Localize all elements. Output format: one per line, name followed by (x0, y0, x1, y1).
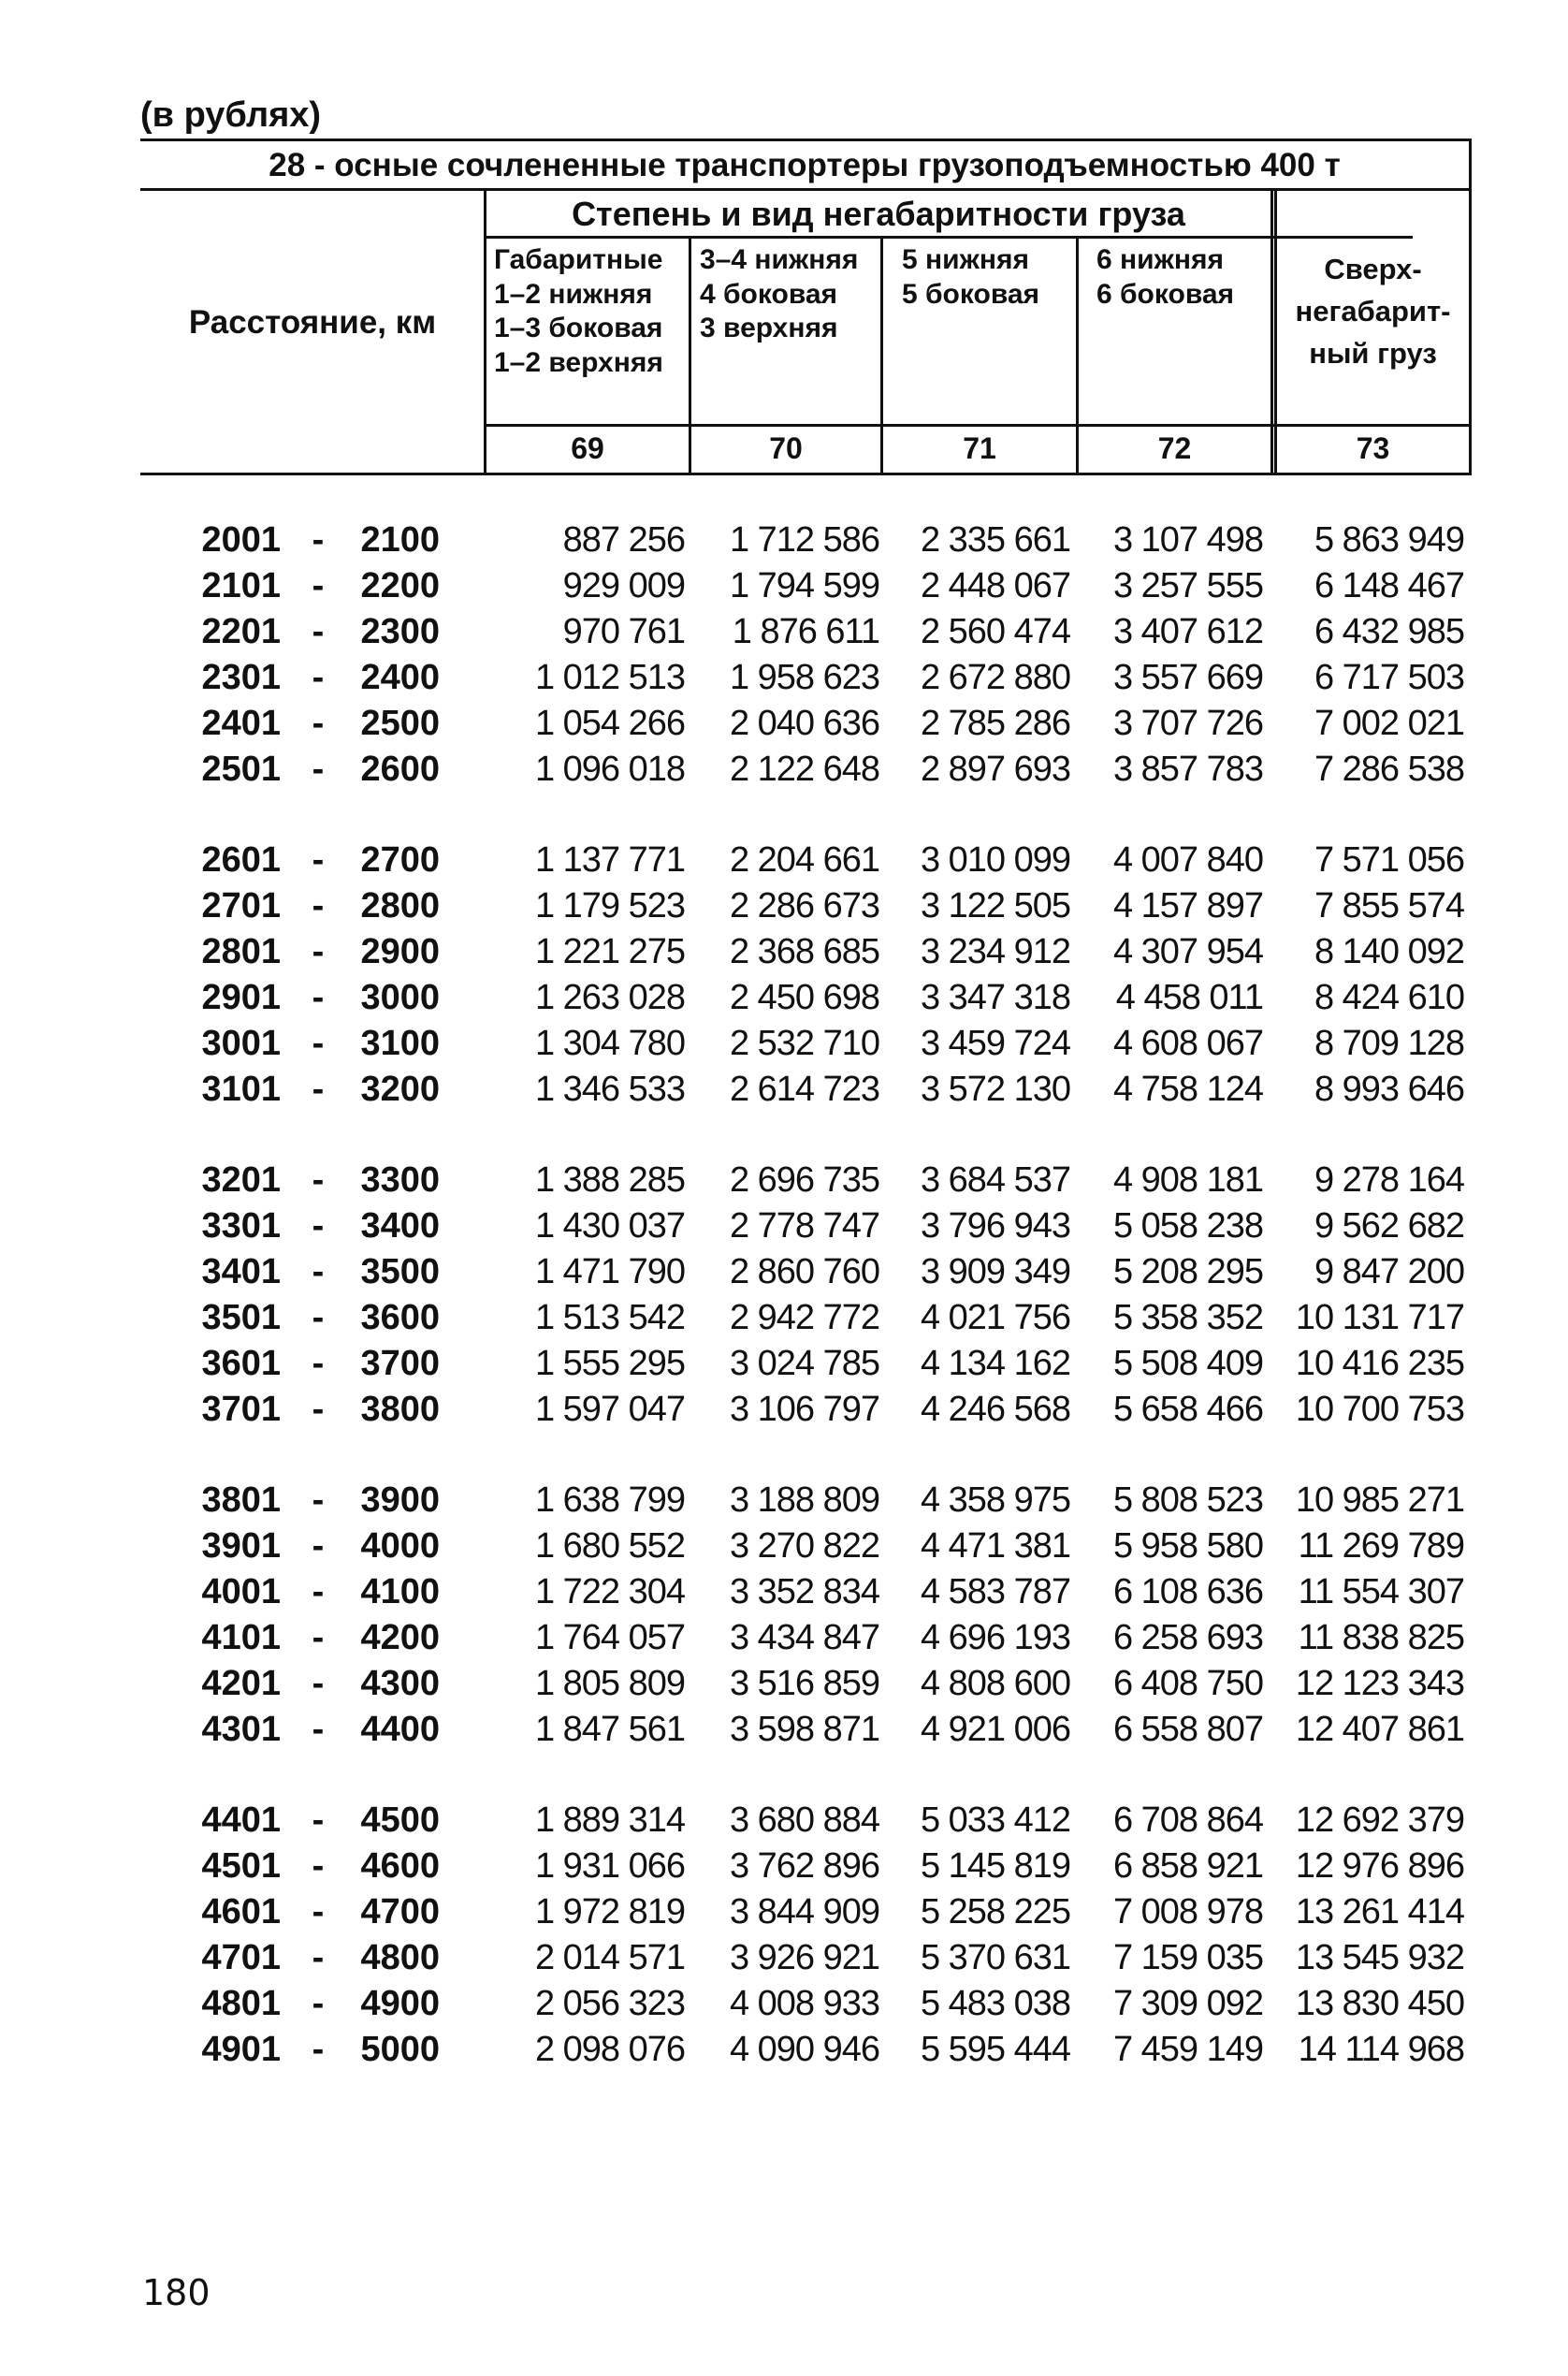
tariff-value: 5 958 580 (1112, 1526, 1263, 1566)
distance-to: 2800 (360, 886, 440, 926)
distance-dash: - (312, 1252, 325, 1291)
tariff-value: 2 448 067 (920, 566, 1070, 605)
tariff-value: 3 434 847 (729, 1618, 879, 1657)
table-row (0, 609, 1568, 655)
tariff-value: 4 583 787 (920, 1572, 1070, 1611)
distance-from: 4201 (201, 1664, 281, 1703)
tariff-value: 5 658 466 (1112, 1390, 1263, 1429)
distance-from: 4001 (201, 1572, 281, 1611)
distance-dash: - (312, 1390, 325, 1429)
distance-dash: - (312, 520, 325, 560)
distance-to: 2500 (360, 704, 440, 743)
tariff-value: 4 008 933 (729, 1984, 879, 2023)
tariff-value: 2 672 880 (920, 658, 1070, 697)
distance-dash: - (312, 1710, 325, 1749)
distance-from: 2401 (201, 704, 281, 743)
table-row (0, 975, 1568, 1021)
distance-to: 4500 (360, 1800, 440, 1840)
page-number: 180 (142, 2272, 211, 2313)
tariff-value: 1 712 586 (729, 520, 879, 560)
distance-from: 3001 (201, 1024, 281, 1063)
tariff-value: 5 595 444 (920, 2030, 1070, 2069)
tariff-value: 3 188 809 (729, 1480, 879, 1520)
tariff-value: 2 368 685 (729, 932, 879, 971)
subheader-gabarit: Габаритные 1–2 нижняя 1–3 боковая 1–2 верхняя (494, 244, 663, 378)
tariff-value: 3 122 505 (920, 886, 1070, 926)
tariff-value: 7 008 978 (1112, 1892, 1263, 1931)
tariff-value: 3 684 537 (920, 1160, 1070, 1200)
table-row (0, 1203, 1568, 1249)
distance-from: 3201 (201, 1160, 281, 1200)
tariff-value: 1 221 275 (534, 932, 685, 971)
tariff-value: 1 179 523 (534, 886, 685, 926)
tariff-value: 3 844 909 (729, 1892, 879, 1931)
tariff-value: 3 909 349 (920, 1252, 1070, 1291)
tariff-value: 4 134 162 (920, 1344, 1070, 1383)
tariff-value: 5 370 631 (920, 1938, 1070, 1977)
table-row (0, 517, 1568, 563)
tariff-value: 5 863 949 (1314, 520, 1464, 560)
distance-to: 2200 (360, 566, 440, 605)
tariff-value: 5 808 523 (1112, 1480, 1263, 1520)
tariff-value: 1 263 028 (534, 978, 685, 1017)
distance-from: 4101 (201, 1618, 281, 1657)
tariff-value: 2 897 693 (920, 750, 1070, 789)
distance-from: 3401 (201, 1252, 281, 1291)
distance-from: 2201 (201, 612, 281, 651)
tariff-value: 3 557 669 (1112, 658, 1263, 697)
tariff-value: 1 680 552 (534, 1526, 685, 1566)
tariff-value: 4 458 011 (1115, 978, 1263, 1017)
distance-dash: - (312, 978, 325, 1017)
table-row (0, 838, 1568, 883)
tariff-value: 3 010 099 (920, 840, 1070, 880)
tariff-value: 2 785 286 (920, 704, 1070, 743)
distance-to: 4300 (360, 1664, 440, 1703)
distance-dash: - (312, 1618, 325, 1657)
distance-to: 4000 (360, 1526, 440, 1566)
table-row (0, 1478, 1568, 1523)
distance-from: 4801 (201, 1984, 281, 2023)
tariff-value: 5 358 352 (1112, 1298, 1263, 1337)
distance-to: 2400 (360, 658, 440, 697)
tariff-value: 1 012 513 (534, 658, 685, 697)
distance-from: 2601 (201, 840, 281, 880)
tariff-value: 4 608 067 (1112, 1024, 1263, 1063)
distance-to: 5000 (360, 2030, 440, 2069)
table-header (140, 138, 1471, 475)
distance-dash: - (312, 1526, 325, 1566)
tariff-value: 2 860 760 (729, 1252, 879, 1291)
tariff-value: 2 286 673 (729, 886, 879, 926)
distance-from: 4301 (201, 1710, 281, 1749)
tariff-value: 5 258 225 (920, 1892, 1070, 1931)
oversize-group-header: Степень и вид негабаритности груза (572, 195, 1185, 233)
tariff-value: 6 558 807 (1112, 1710, 1263, 1749)
distance-dash: - (312, 1984, 325, 2023)
table-row (0, 929, 1568, 975)
tariff-value: 4 007 840 (1112, 840, 1263, 880)
tariff-value: 14 114 968 (1298, 2030, 1464, 2069)
tariff-value: 4 307 954 (1112, 932, 1263, 971)
distance-dash: - (312, 566, 325, 605)
tariff-value: 4 758 124 (1112, 1070, 1263, 1109)
distance-from: 2501 (201, 750, 281, 789)
tariff-value: 6 717 503 (1314, 658, 1464, 697)
tariff-value: 11 554 307 (1298, 1572, 1464, 1611)
distance-dash: - (312, 658, 325, 697)
distance-from: 2101 (201, 566, 281, 605)
tariff-value: 7 855 574 (1314, 886, 1464, 926)
tariff-value: 6 708 864 (1112, 1800, 1263, 1840)
tariff-value: 1 889 314 (534, 1800, 685, 1840)
tariff-value: 1 137 771 (534, 840, 685, 880)
table-row (0, 1523, 1568, 1569)
subheader-6: 6 нижняя 6 боковая (1096, 244, 1235, 310)
tariff-value: 3 707 726 (1112, 704, 1263, 743)
tariff-value: 6 148 467 (1314, 566, 1464, 605)
tariff-value: 3 926 921 (729, 1938, 879, 1977)
distance-from: 4401 (201, 1800, 281, 1840)
tariff-value: 7 159 035 (1112, 1938, 1263, 1977)
tariff-value: 2 122 648 (729, 750, 879, 789)
distance-to: 3200 (360, 1070, 440, 1109)
tariff-value: 1 958 623 (729, 658, 879, 697)
tariff-value: 3 762 896 (729, 1846, 879, 1886)
tariff-value: 1 597 047 (534, 1390, 685, 1429)
tariff-value: 3 024 785 (729, 1344, 879, 1383)
table-row (0, 1707, 1568, 1753)
tariff-value: 1 555 295 (534, 1344, 685, 1383)
tariff-value: 4 021 756 (920, 1298, 1070, 1337)
tariff-value: 3 347 318 (920, 978, 1070, 1017)
distance-dash: - (312, 1298, 325, 1337)
distance-to: 3300 (360, 1160, 440, 1200)
tariff-value: 1 764 057 (534, 1618, 685, 1657)
distance-to: 4200 (360, 1618, 440, 1657)
column-code: 70 (769, 431, 803, 465)
tariff-value: 10 700 753 (1295, 1390, 1464, 1429)
tariff-value: 1 876 611 (732, 612, 879, 651)
tariff-value: 4 908 181 (1112, 1160, 1263, 1200)
table-row (0, 747, 1568, 793)
table-row (0, 655, 1568, 701)
distance-to: 3400 (360, 1206, 440, 1246)
table-row (0, 1661, 1568, 1707)
distance-to: 4600 (360, 1846, 440, 1886)
tariff-value: 1 054 266 (534, 704, 685, 743)
tariff-value: 7 459 149 (1112, 2030, 1263, 2069)
column-code: 72 (1157, 431, 1192, 465)
tariff-value: 5 033 412 (920, 1800, 1070, 1840)
unit-note: (в рублях) (140, 95, 322, 135)
distance-dash: - (312, 1800, 325, 1840)
distance-from: 4701 (201, 1938, 281, 1977)
tariff-value: 4 921 006 (920, 1710, 1070, 1749)
distance-to: 4700 (360, 1892, 440, 1931)
table-row (0, 701, 1568, 747)
subheader-3-4: 3–4 нижняя 4 боковая 3 верхняя (700, 244, 859, 344)
tariff-value: 1 722 304 (534, 1572, 685, 1611)
tariff-value: 8 709 128 (1314, 1024, 1464, 1063)
distance-from: 2801 (201, 932, 281, 971)
tariff-value: 4 696 193 (920, 1618, 1070, 1657)
tariff-value: 4 358 975 (920, 1480, 1070, 1520)
tariff-value: 2 942 772 (729, 1298, 879, 1337)
tariff-value: 6 258 693 (1112, 1618, 1263, 1657)
tariff-value: 2 098 076 (534, 2030, 685, 2069)
distance-dash: - (312, 1070, 325, 1109)
tariff-value: 6 408 750 (1112, 1664, 1263, 1703)
distance-from: 3701 (201, 1390, 281, 1429)
subheader-super: Сверх- негабарит- ный груз (1295, 253, 1451, 370)
table-title: 28 - осные сочлененные транспортеры грузоподъемностью 400 т (269, 147, 1341, 183)
distance-dash: - (312, 1206, 325, 1246)
distance-dash: - (312, 1024, 325, 1063)
tariff-value: 6 858 921 (1112, 1846, 1263, 1886)
tariff-value: 3 680 884 (729, 1800, 879, 1840)
tariff-value: 3 107 498 (1112, 520, 1263, 560)
distance-column-header: Расстояние, км (188, 304, 437, 341)
distance-from: 4901 (201, 2030, 281, 2069)
table-row (0, 2027, 1568, 2073)
distance-to: 3800 (360, 1390, 440, 1429)
distance-dash: - (312, 1664, 325, 1703)
distance-dash: - (312, 2030, 325, 2069)
tariff-value: 12 976 896 (1295, 1846, 1464, 1886)
tariff-value: 8 424 610 (1314, 978, 1464, 1017)
tariff-value: 8 140 092 (1314, 932, 1464, 971)
table-row (0, 1935, 1568, 1981)
distance-dash: - (312, 840, 325, 880)
distance-dash: - (312, 932, 325, 971)
tariff-value: 2 560 474 (920, 612, 1070, 651)
distance-from: 4501 (201, 1846, 281, 1886)
tariff-value: 13 545 932 (1295, 1938, 1464, 1977)
tariff-value: 11 269 789 (1298, 1526, 1464, 1566)
tariff-value: 11 838 825 (1298, 1618, 1464, 1657)
tariff-value: 5 508 409 (1112, 1344, 1263, 1383)
tariff-value: 4 246 568 (920, 1390, 1070, 1429)
distance-to: 2600 (360, 750, 440, 789)
tariff-value: 3 270 822 (729, 1526, 879, 1566)
tariff-value: 3 234 912 (920, 932, 1070, 971)
distance-dash: - (312, 886, 325, 926)
subheader-5: 5 нижняя 5 боковая (902, 244, 1040, 310)
table-row (0, 1569, 1568, 1615)
tariff-value: 1 096 018 (534, 750, 685, 789)
tariff-value: 3 407 612 (1112, 612, 1263, 651)
distance-from: 4601 (201, 1892, 281, 1931)
distance-dash: - (312, 1846, 325, 1886)
table-row (0, 1341, 1568, 1387)
distance-from: 2701 (201, 886, 281, 926)
distance-from: 3301 (201, 1206, 281, 1246)
tariff-value: 2 056 323 (534, 1984, 685, 2023)
table-row (0, 1021, 1568, 1067)
table-row (0, 563, 1568, 609)
tariff-value: 4 808 600 (920, 1664, 1070, 1703)
tariff-value: 1 471 790 (534, 1252, 685, 1291)
tariff-value: 2 450 698 (729, 978, 879, 1017)
tariff-value: 3 598 871 (729, 1710, 879, 1749)
tariff-value: 1 931 066 (534, 1846, 685, 1886)
distance-dash: - (312, 1480, 325, 1520)
distance-to: 4100 (360, 1572, 440, 1611)
distance-to: 4800 (360, 1938, 440, 1977)
tariff-value: 9 278 164 (1314, 1160, 1464, 1200)
tariff-value: 1 805 809 (534, 1664, 685, 1703)
tariff-value: 2 335 661 (920, 520, 1070, 560)
tariff-value: 2 014 571 (534, 1938, 685, 1977)
distance-from: 3601 (201, 1344, 281, 1383)
table-row (0, 1067, 1568, 1113)
table-row (0, 1158, 1568, 1203)
tariff-value: 10 416 235 (1295, 1344, 1464, 1383)
distance-to: 3500 (360, 1252, 440, 1291)
column-code: 71 (963, 431, 996, 465)
tariff-value: 7 309 092 (1112, 1984, 1263, 2023)
tariff-value: 1 638 799 (534, 1480, 685, 1520)
tariff-value: 7 571 056 (1314, 840, 1464, 880)
column-code: 69 (571, 431, 604, 465)
tariff-value: 3 106 797 (729, 1390, 879, 1429)
distance-dash: - (312, 1344, 325, 1383)
table-row (0, 1615, 1568, 1661)
distance-to: 3600 (360, 1298, 440, 1337)
distance-to: 2900 (360, 932, 440, 971)
distance-to: 4400 (360, 1710, 440, 1749)
tariff-value: 10 985 271 (1295, 1480, 1464, 1520)
distance-from: 3101 (201, 1070, 281, 1109)
distance-to: 3100 (360, 1024, 440, 1063)
tariff-value: 12 407 861 (1295, 1710, 1464, 1749)
distance-to: 2700 (360, 840, 440, 880)
tariff-value: 4 157 897 (1112, 886, 1263, 926)
tariff-value: 4 090 946 (729, 2030, 879, 2069)
tariff-value: 2 532 710 (729, 1024, 879, 1063)
tariff-value: 887 256 (562, 520, 685, 560)
tariff-value: 12 692 379 (1295, 1800, 1464, 1840)
tariff-value: 13 830 450 (1295, 1984, 1464, 2023)
tariff-value: 3 572 130 (920, 1070, 1070, 1109)
tariff-value: 1 388 285 (534, 1160, 685, 1200)
tariff-value: 4 471 381 (920, 1526, 1070, 1566)
tariff-value: 1 304 780 (534, 1024, 685, 1063)
distance-dash: - (312, 1938, 325, 1977)
tariff-value: 1 513 542 (534, 1298, 685, 1337)
tariff-value: 3 516 859 (729, 1664, 879, 1703)
distance-to: 3700 (360, 1344, 440, 1383)
table-row (0, 1249, 1568, 1295)
table-row (0, 1387, 1568, 1433)
tariff-value: 2 614 723 (729, 1070, 879, 1109)
table-row (0, 1295, 1568, 1341)
tariff-value: 1 346 533 (534, 1070, 685, 1109)
distance-dash: - (312, 1892, 325, 1931)
tariff-value: 9 847 200 (1314, 1252, 1464, 1291)
tariff-value: 5 483 038 (920, 1984, 1070, 2023)
distance-from: 3901 (201, 1526, 281, 1566)
distance-to: 3900 (360, 1480, 440, 1520)
tariff-value: 10 131 717 (1295, 1298, 1464, 1337)
tariff-value: 9 562 682 (1314, 1206, 1464, 1246)
tariff-value: 6 432 985 (1314, 612, 1464, 651)
tariff-value: 970 761 (562, 612, 685, 651)
table-row (0, 1798, 1568, 1844)
distance-dash: - (312, 1572, 325, 1611)
table-row (0, 1844, 1568, 1889)
tariff-value: 2 040 636 (729, 704, 879, 743)
distance-from: 2001 (201, 520, 281, 560)
tariff-value: 7 286 538 (1314, 750, 1464, 789)
tariff-value: 3 796 943 (920, 1206, 1070, 1246)
tariff-value: 3 857 783 (1112, 750, 1263, 789)
tariff-value: 12 123 343 (1295, 1664, 1464, 1703)
distance-dash: - (312, 612, 325, 651)
tariff-value: 7 002 021 (1314, 704, 1464, 743)
table-row (0, 1889, 1568, 1935)
tariff-value: 929 009 (562, 566, 685, 605)
tariff-value: 2 778 747 (729, 1206, 879, 1246)
tariff-value: 5 208 295 (1112, 1252, 1263, 1291)
distance-from: 2301 (201, 658, 281, 697)
tariff-value: 6 108 636 (1112, 1572, 1263, 1611)
tariff-value: 8 993 646 (1314, 1070, 1464, 1109)
distance-dash: - (312, 1160, 325, 1200)
column-code: 73 (1356, 431, 1390, 465)
distance-from: 2901 (201, 978, 281, 1017)
distance-to: 2300 (360, 612, 440, 651)
distance-to: 4900 (360, 1984, 440, 2023)
tariff-value: 1 794 599 (729, 566, 879, 605)
tariff-value: 13 261 414 (1295, 1892, 1464, 1931)
distance-dash: - (312, 704, 325, 743)
distance-to: 3000 (360, 978, 440, 1017)
tariff-value: 5 058 238 (1112, 1206, 1263, 1246)
table-row (0, 883, 1568, 929)
table-row (0, 1981, 1568, 2027)
tariff-value: 2 696 735 (729, 1160, 879, 1200)
tariff-value: 5 145 819 (920, 1846, 1070, 1886)
tariff-value: 1 972 819 (534, 1892, 685, 1931)
tariff-value: 3 352 834 (729, 1572, 879, 1611)
distance-from: 3501 (201, 1298, 281, 1337)
tariff-value: 2 204 661 (729, 840, 879, 880)
distance-dash: - (312, 750, 325, 789)
tariff-value: 1 430 037 (534, 1206, 685, 1246)
tariff-value: 1 847 561 (534, 1710, 685, 1749)
tariff-value: 3 459 724 (920, 1024, 1070, 1063)
tariff-value: 3 257 555 (1112, 566, 1263, 605)
distance-from: 3801 (201, 1480, 281, 1520)
distance-to: 2100 (360, 520, 440, 560)
